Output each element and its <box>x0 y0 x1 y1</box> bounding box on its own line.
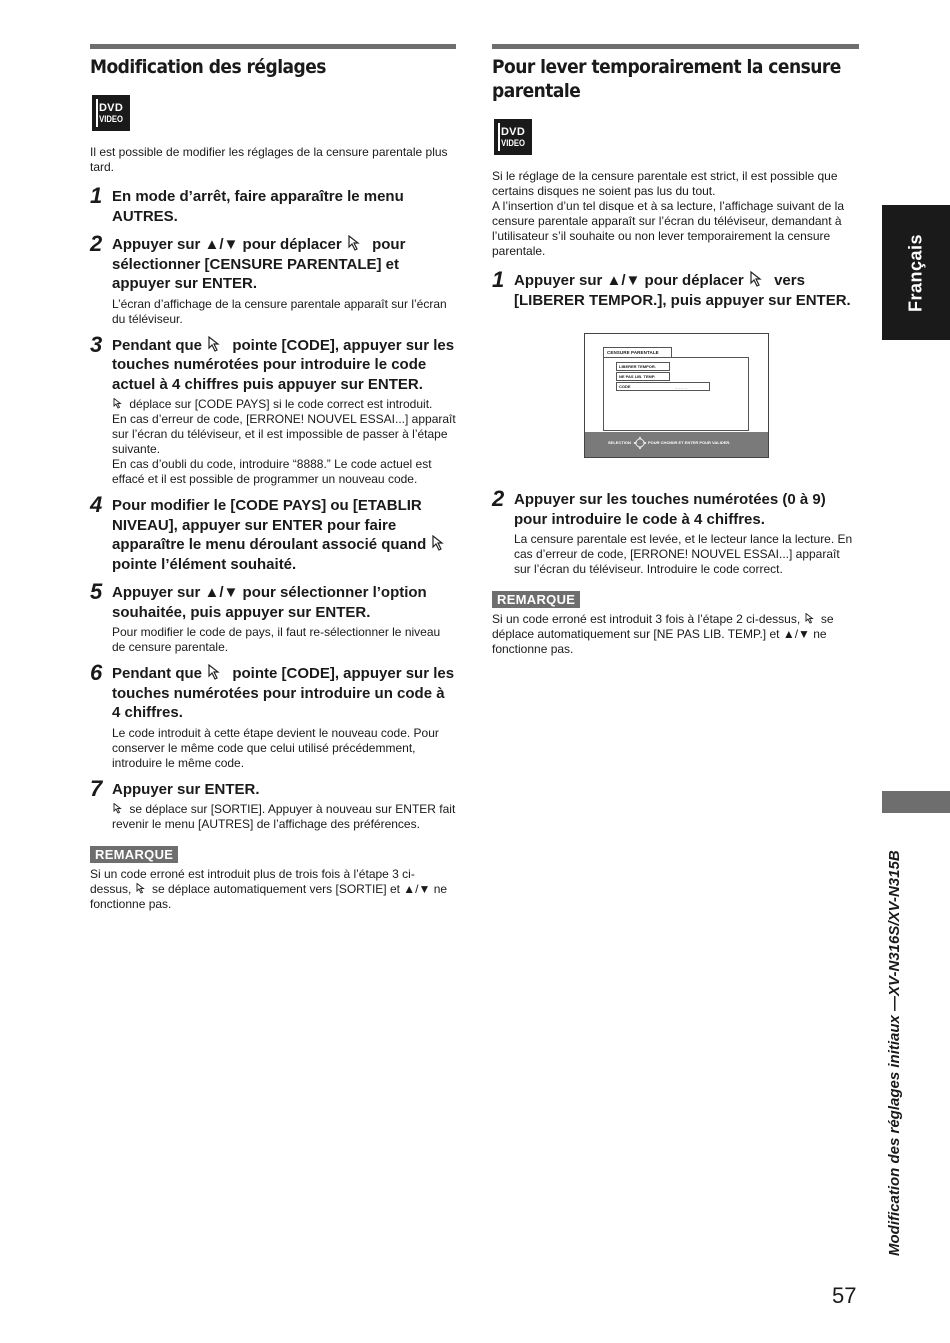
intro-text: Il est possible de modifier les réglages de la censure parentale plus tard. <box>90 145 448 174</box>
step-number: 1 <box>492 267 505 292</box>
menu-item-liberer: LIBERER TEMPOR. <box>616 362 670 371</box>
step <box>492 267 859 310</box>
step <box>90 579 456 655</box>
step-detail: L’écran d’affichage de la censure parentale apparaît sur l’écran du téléviseur. <box>112 296 447 326</box>
tv-screen-illustration <box>584 333 769 458</box>
page-number: 57 <box>832 1283 857 1308</box>
pointer-icon <box>804 613 818 624</box>
pointer-icon <box>112 803 126 814</box>
direction-pad-icon <box>633 436 647 450</box>
menu-item-ne-pas-liberer: NE PAS LIB. TEMP. <box>616 372 670 381</box>
step <box>90 775 456 833</box>
dvd-video-icon: DVD VIDEO <box>494 119 532 155</box>
step-detail: Le code introduit à cette étape devient le nouveau code. Pour conserver le même code que celui utilisé précédemment, introduire le même code. <box>112 725 439 770</box>
section-rule <box>492 44 859 49</box>
remarque-text: Si un code erroné est introduit plus de trois fois à l’étape 3 ci-dessus, se déplace automatiquement vers [SORTIE] et ▲/▼ ne fonctionne pas. <box>90 867 448 911</box>
step <box>90 660 456 771</box>
step-title: Pour modifier le [CODE PAYS] ou [ETABLIR NIVEAU], appuyer sur ENTER pour faire apparaître le menu déroulant associé quand pointe l’élément souhaité. <box>112 496 456 574</box>
step-number: 2 <box>492 486 505 511</box>
pointer-icon <box>206 664 228 680</box>
pointer-icon <box>430 535 452 551</box>
pointer-icon <box>206 336 228 352</box>
step-number: 2 <box>90 231 103 256</box>
left-column <box>90 44 456 912</box>
step-detail: Pour modifier le code de pays, il faut re-sélectionner le niveau de censure parentale. <box>112 625 441 654</box>
step-detail: se déplace sur [SORTIE]. Appuyer à nouveau sur ENTER fait revenir le menu [AUTRES] de l’affichage des préférences. <box>112 802 456 831</box>
step <box>90 492 456 574</box>
step <box>90 183 456 226</box>
step-title: Appuyer sur ▲/▼ pour déplacer pour sélectionner [CENSURE PARENTALE] et appuyer sur ENTER. <box>112 236 406 292</box>
remarque-block <box>90 846 456 912</box>
remarque-label: REMARQUE <box>90 846 178 863</box>
section-rule <box>90 44 456 49</box>
step-number: 7 <box>90 775 103 801</box>
remarque-text: Si un code erroné est introduit 3 fois à l’étape 2 ci-dessus, se déplace automatiquement sur [NE PAS LIB. TEMP.] et ▲/▼ ne fonctionne pas. <box>492 612 834 656</box>
step-detail: La censure parentale est levée, et le lecteur lance la lecture. En cas d’erreur de code, [ERRONE! NOUVEL ESSAI...] apparaît sur l’écran du téléviseur. Introduire le code correct. <box>514 532 853 576</box>
step-number: 1 <box>90 183 103 208</box>
step-number: 3 <box>90 331 103 357</box>
step-title: Appuyer sur les touches numérotées (0 à 9) pour introduire le code à 4 chiffres. <box>514 491 826 528</box>
step-title: Pendant que pointe [CODE], appuyer sur les touches numérotées pour introduire le code actuel à 4 chiffres puis appuyer sur ENTER. <box>112 336 455 393</box>
language-tab <box>882 205 950 340</box>
menu-tab: CENSURE PARENTALE <box>603 347 672 358</box>
step-title: Pendant que pointe [CODE], appuyer sur les touches numérotées pour introduire un code à 4 chiffres. <box>112 665 455 721</box>
menu-item-code: CODE _ _ _ _ <box>616 382 710 391</box>
intro-text: Si le réglage de la censure parentale est strict, il est possible que certains disques ne soient pas lus du tout. A l’insertion d’un tel disque et à sa lecture, l’affichage suivant de la censure parentale apparaît sur l’écran du téléviseur, demandant à l’utilisateur s’il souhaite ou non lever temporairement la censure parentale. <box>492 169 844 258</box>
pointer-icon <box>748 271 770 287</box>
step <box>90 231 456 327</box>
step-number: 5 <box>90 579 103 604</box>
step-title: Appuyer sur ▲/▼ pour sélectionner l’option souhaitée, puis appuyer sur ENTER. <box>112 584 427 621</box>
remarque-label: REMARQUE <box>492 591 580 608</box>
pointer-icon <box>112 398 126 409</box>
step-number: 4 <box>90 492 103 517</box>
screen-footer: SELECTION POUR CHOISIR ET ENTER POUR VALIDER. <box>585 432 768 457</box>
step <box>90 331 456 488</box>
menu-panel <box>603 357 749 431</box>
pointer-icon <box>135 883 149 894</box>
step-title: Appuyer sur ENTER. <box>112 780 260 798</box>
dvd-video-icon: DVD VIDEO <box>92 95 130 131</box>
chapter-caption: Modification des réglages initiaux —XV-N316S/XV-N315B <box>886 850 903 1256</box>
remarque-block <box>492 591 859 657</box>
pointer-icon <box>346 235 368 251</box>
step <box>492 486 859 577</box>
side-marker-bar <box>882 791 950 813</box>
section-title: Pour lever temporairement la censure parentale <box>492 56 841 102</box>
step-title: Appuyer sur ▲/▼ pour déplacer vers [LIBERER TEMPOR.], puis appuyer sur ENTER. <box>514 272 851 309</box>
section-title: Modification des réglages <box>90 56 326 78</box>
step-number: 6 <box>90 660 103 685</box>
step-title: En mode d’arrêt, faire apparaître le menu AUTRES. <box>112 188 404 225</box>
language-tab-label: Français <box>905 233 926 312</box>
step-detail: déplace sur [CODE PAYS] si le code correct est introduit. En cas d’erreur de code, [ERRONE! NOUVEL ESSAI...] apparaît sur l’écran du téléviseur, et il est impossible de passer à l’étape suivante. En cas d’oubli du code, introduire “8888.” Le code actuel est effacé et il est possible de programmer un nouveau code. <box>112 397 456 486</box>
